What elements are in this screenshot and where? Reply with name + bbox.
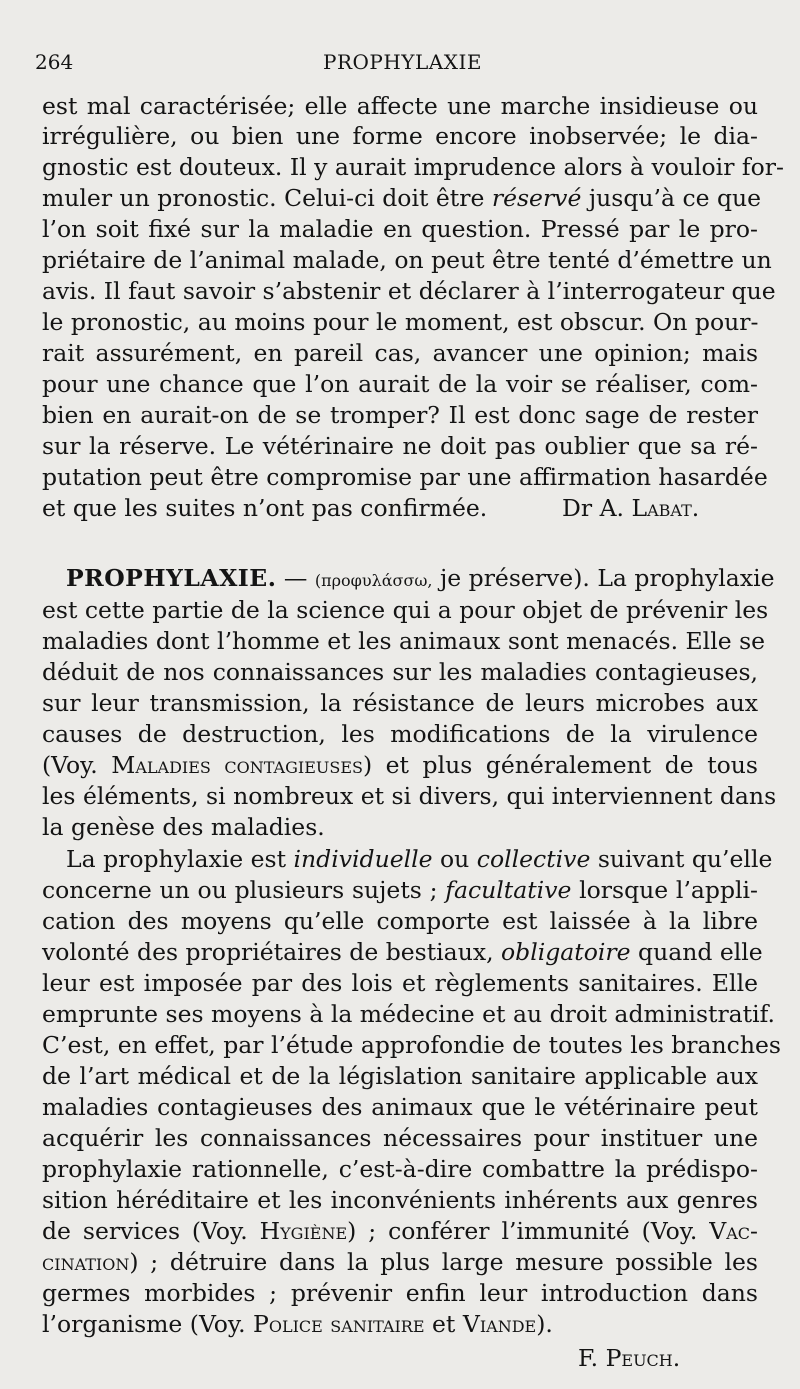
- text-line: les éléments, si nombreux et si divers, qui interviennent dans: [42, 782, 777, 810]
- emphasis: individuelle: [293, 845, 433, 873]
- text-run: ou: [432, 845, 477, 873]
- text-line: avis. Il faut savoir s’abstenir et déclarer à l’interrogateur que: [42, 277, 776, 305]
- text-line: l’on soit fixé sur la maladie en question. Pressé par le pro-: [42, 215, 758, 243]
- text-line: emprunte ses moyens à la médecine et au droit administratif.: [42, 1000, 775, 1028]
- text-line: et que les suites n’ont pas confirmée.: [42, 494, 488, 522]
- text-run: quand elle: [630, 938, 763, 966]
- text-run: jusqu’à ce que: [581, 184, 762, 212]
- text-run: lorsque l’appli-: [571, 876, 758, 904]
- author-initial: A.: [599, 494, 625, 522]
- text-line: germes morbides ; prévenir enfin leur introduction dans: [42, 1279, 758, 1307]
- text-run: La prophylaxie est: [66, 845, 294, 873]
- text-run: ) ; conférer l’immunité (Voy.: [347, 1217, 710, 1245]
- text-line: irrégulière, ou bien une forme encore inobservée; le dia-: [42, 122, 758, 150]
- page-number: 264: [35, 50, 74, 74]
- text-run: muler un pronostic. Celui-ci doit être: [42, 184, 492, 212]
- entry-heading: PROPHYLAXIE.: [66, 564, 277, 592]
- cross-reference: Vac-: [709, 1217, 758, 1245]
- text-run: et: [424, 1310, 463, 1338]
- text-line: déduit de nos connaissances sur les maladies contagieuses,: [42, 658, 758, 686]
- text-line: de l’art médical et de la législation sanitaire applicable aux: [42, 1062, 758, 1090]
- text-run: l’organisme (Voy.: [42, 1310, 254, 1338]
- text-line: acquérir les connaissances nécessaires pour instituer une: [42, 1124, 758, 1152]
- text-line: maladies dont l’homme et les animaux sont menacés. Elle se: [42, 627, 766, 655]
- text-line: gnostic est douteux. Il y aurait imprudence alors à vouloir for-: [42, 153, 784, 181]
- text-line: C’est, en effet, par l’étude approfondie de toutes les branches: [42, 1031, 781, 1059]
- text-run: ).: [536, 1310, 553, 1338]
- text-line: [66, 560, 775, 596]
- text-run: (Voy.: [42, 751, 112, 779]
- text-line: rait assurément, en pareil cas, avancer une opinion; mais: [42, 339, 758, 367]
- emphasis: réservé: [491, 184, 582, 212]
- cross-reference: Viande: [462, 1310, 537, 1338]
- text-line: est cette partie de la science qui a pour objet de prévenir les: [42, 596, 769, 624]
- text-run: de services (Voy.: [42, 1217, 260, 1245]
- text-line: pour une chance que l’on aurait de la voir se réaliser, com-: [42, 370, 758, 398]
- text-line: sur leur transmission, la résistance de leurs microbes aux: [42, 689, 758, 717]
- text-line: priétaire de l’animal malade, on peut être tenté d’émettre un: [42, 246, 772, 274]
- text-line: sition héréditaire et les inconvénients inhérents aux genres: [42, 1186, 758, 1214]
- text-line: est mal caractérisée; elle affecte une marche insidieuse ou: [42, 92, 758, 120]
- text-line: [42, 1306, 758, 1342]
- text-run: La prophylaxie: [589, 564, 775, 592]
- author-signature: [562, 490, 699, 526]
- author-title: Dr: [562, 494, 593, 522]
- text-line: le pronostic, au moins pour le moment, est obscur. On pour-: [42, 308, 759, 336]
- text-line: bien en aurait-on de se tromper? Il est donc sage de rester: [42, 401, 758, 429]
- text-run: ) ; détruire dans la plus large mesure possible les: [129, 1248, 758, 1276]
- text-line: causes de destruction, les modifications de la virulence: [42, 720, 758, 748]
- dash: —: [276, 564, 315, 592]
- gloss: je préserve).: [432, 564, 590, 592]
- cross-reference: Police sanitaire: [253, 1310, 425, 1338]
- text-line: prophylaxie rationnelle, c’est-à-dire combattre la prédispo-: [42, 1155, 758, 1183]
- running-head: PROPHYLAXIE: [323, 50, 482, 74]
- text-run: suivant qu’elle: [590, 845, 773, 873]
- emphasis: obligatoire: [501, 938, 631, 966]
- text-run: concerne un ou plusieurs sujets ;: [42, 876, 446, 904]
- page-header: [35, 50, 770, 86]
- greek-etymology: (προφυλάσσω,: [314, 571, 433, 590]
- cross-reference: Maladies contagieuses: [111, 751, 363, 779]
- cross-reference: cination: [42, 1248, 130, 1276]
- text-line: maladies contagieuses des animaux que le vétérinaire peut: [42, 1093, 758, 1121]
- emphasis: collective: [476, 845, 591, 873]
- emphasis: facultative: [445, 876, 572, 904]
- text-run: ) et plus généralement de tous: [362, 751, 758, 779]
- author-signature: F. Peuch.: [578, 1344, 681, 1372]
- text-line: cation des moyens qu’elle comporte est laissée à la libre: [42, 907, 758, 935]
- cross-reference: Hygiène: [259, 1217, 348, 1245]
- text-line: sur la réserve. Le vétérinaire ne doit pas oublier que sa ré-: [42, 432, 758, 460]
- text-run: volonté des propriétaires de bestiaux,: [42, 938, 502, 966]
- text-line: la genèse des maladies.: [42, 813, 325, 841]
- text-line: putation peut être compromise par une affirmation hasardée: [42, 463, 768, 491]
- author-name: Labat.: [631, 494, 700, 522]
- text-line: leur est imposée par des lois et règlements sanitaires. Elle: [42, 969, 758, 997]
